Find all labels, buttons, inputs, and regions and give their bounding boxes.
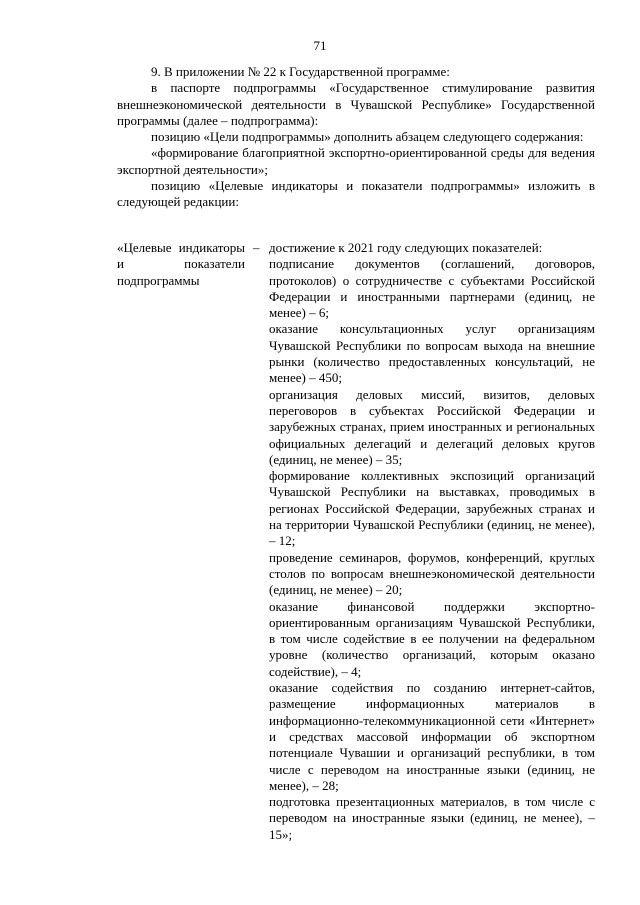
intro-paragraph-5: позицию «Целевые индикаторы и показатели подпрограммы» изложить в следующей редакции: <box>117 178 595 210</box>
indicator-item: оказание консультационных услуг организациям Чувашской Республики по вопросам выхода на внешние рынки (количество предоставленных консультаций, не менее) – 450; <box>269 321 595 386</box>
indicators-label: «Целевые индикаторы и показатели подпрограммы <box>117 240 245 288</box>
intro-paragraph-2: в паспорте подпрограммы «Государственное стимулирование развития внешнеэкономической деятельности в Чувашской Республике» Государственной программы (далее – подпрограмма): <box>117 80 595 128</box>
indicators-list <box>269 240 595 843</box>
indicator-item: оказание финансовой поддержки экспортно-ориентированным организациям Чувашской Республики, в том числе содействие в ее получении на федеральном уровне (количество организаций, которым оказано содействие), – 4; <box>269 598 595 679</box>
intro-paragraph-1: 9. В приложении № 22 к Государственной программе: <box>151 64 450 79</box>
indicator-item: организация деловых миссий, визитов, деловых переговоров в субъектах Российской Федерации и зарубежных странах, прием иностранных и региональных официальных делегаций и делегаций деловых кругов (единиц, не менее) – 35; <box>269 386 595 467</box>
indicator-item: подписание документов (соглашений, договоров, протоколов) о сотрудничестве с субъектами Российской Федерации и иностранными партнерами (единиц, не менее) – 6; <box>269 256 595 321</box>
indicator-item: формирование коллективных экспозиций организаций Чувашской Республики на выставках, проводимых в регионах Российской Федерации, зарубежных странах и на территории Чувашской Республики (единиц, не менее), – 12; <box>269 468 595 549</box>
indicator-item: достижение к 2021 году следующих показателей: <box>269 240 543 255</box>
intro-section <box>117 64 595 211</box>
dash-separator: – <box>253 240 260 255</box>
intro-paragraph-4: «формирование благоприятной экспортно-ориентированной среды для ведения экспортной деятельности»; <box>117 145 595 177</box>
indicator-item: подготовка презентационных материалов, в том числе с переводом на иностранные языки (единиц, не менее), – 15»; <box>269 794 595 842</box>
indicator-item: оказание содействия по созданию интернет-сайтов, размещение информационных материалов в информационно-телекоммуникационной сети «Интернет» и средствах массовой информации об экспортном потенциале Чувашии и организаций республики, в том числе с переводом на иностранные языки (единиц, не менее), – 28; <box>269 680 595 793</box>
indicator-item: проведение семинаров, форумов, конференций, круглых столов по вопросам внешнеэкономической деятельности (единиц, не менее) – 20; <box>269 549 595 598</box>
page-number: 71 <box>313 38 327 53</box>
intro-paragraph-3: позицию «Цели подпрограммы» дополнить абзацем следующего содержания: <box>151 129 584 145</box>
